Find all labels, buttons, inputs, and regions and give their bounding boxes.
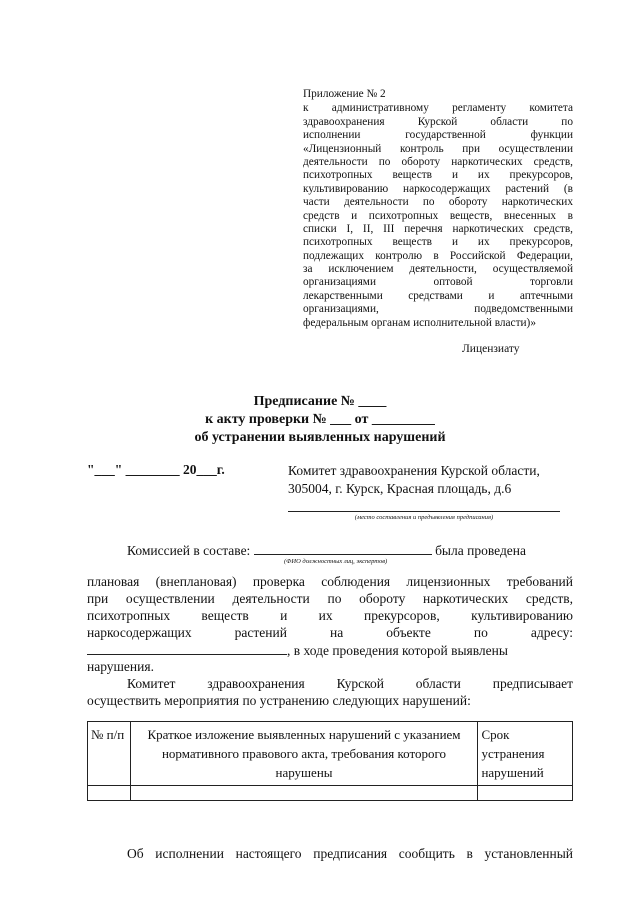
table-cell <box>130 786 478 801</box>
place-line-2: 305004, г. Курск, Красная площадь, д.6 <box>288 481 512 496</box>
appendix-title: Приложение № 2 <box>303 88 386 100</box>
header-number: № п/п <box>88 722 131 786</box>
appendix-line: к административному регламенту комитета <box>303 102 573 115</box>
appendix-line: средств и психотропных веществ, внесенных в <box>303 209 573 222</box>
paragraph-line: Об исполнении настоящего предписания сообщить в установленный <box>127 846 573 861</box>
document-heading <box>150 393 490 447</box>
header-deadline: Срок устранения нарушений <box>478 722 573 786</box>
addressee: Лицензиату <box>462 343 520 355</box>
appendix-line: списки I, II, III перечня наркотических средств, <box>303 222 573 235</box>
appendix-line: части деятельности по обороту наркотических <box>303 196 573 209</box>
appendix-line: организациями оптовой торговли <box>303 276 573 289</box>
table-row <box>88 786 573 801</box>
paragraph-line: плановая (внеплановая) проверка соблюдения лицензионных требований <box>87 574 573 589</box>
commission-suffix: была проведена <box>435 543 527 558</box>
paragraph-line: осуществить мероприятия по устранению следующих нарушений: <box>87 693 471 708</box>
header-description: Краткое изложение выявленных нарушений с указанием нормативного правового акта, требования которого нарушены <box>130 722 478 786</box>
order-paragraph <box>87 675 573 709</box>
place-underline <box>288 511 560 512</box>
date-line: "___" ________ 20___г. <box>87 462 225 477</box>
appendix-line: исполнении государственной функции <box>303 129 573 142</box>
fio-caption: (ФИО должностных лиц, экспертов) <box>284 558 388 565</box>
table-header-row <box>88 722 573 786</box>
paragraph-line: наркосодержащих растений на объекте по адресу: <box>87 625 573 640</box>
heading-subject: об устранении выявленных нарушений <box>194 430 446 445</box>
address-suffix: , в ходе проведения которой выявлены <box>287 643 508 658</box>
appendix-line: здравоохранения Курской области по <box>303 115 573 128</box>
appendix-line: за исключением деятельности, осуществляемой <box>303 263 573 276</box>
commission-line <box>127 541 573 559</box>
paragraph-line: психотропных веществ и их прекурсоров, культивированию <box>87 608 573 623</box>
violations-table <box>87 721 573 801</box>
paragraph-line: при осуществлении деятельности по обороту наркотических средств, <box>87 591 573 606</box>
appendix-line: психотропных веществ и их прекурсоров, <box>303 236 573 249</box>
place-line-1: Комитет здравоохранения Курской области, <box>288 463 540 478</box>
appendix-block <box>303 88 573 330</box>
appendix-line: психотропных веществ и их прекурсоров, <box>303 169 573 182</box>
heading-act-reference: к акту проверки № ___ от _________ <box>205 412 435 427</box>
appendix-line: деятельности по обороту наркотических средств, <box>303 155 573 168</box>
address-fill-line <box>87 641 287 655</box>
appendix-line: культивированию наркосодержащих растений (в <box>303 182 573 195</box>
appendix-line: подлежащих контролю в Российской Федерации, <box>303 249 573 262</box>
appendix-line: лекарственными средствами и аптечными <box>303 289 573 302</box>
paragraph-line: нарушения. <box>87 659 154 674</box>
appendix-line: федеральным органам исполнительной власти)» <box>303 316 536 329</box>
table-cell <box>88 786 131 801</box>
paragraph-line: Комитет здравоохранения Курской области предписывает <box>127 676 573 691</box>
commission-prefix: Комиссией в составе: <box>127 543 251 558</box>
heading-title: Предписание № ____ <box>253 394 387 409</box>
appendix-line: «Лицензионный контроль при осуществлении <box>303 142 573 155</box>
place-caption: (место составления и предъявления предписания) <box>354 514 494 521</box>
inspection-paragraph <box>87 573 573 675</box>
place-block <box>288 462 540 498</box>
final-paragraph <box>87 845 573 862</box>
table-cell <box>478 786 573 801</box>
commission-fill-line <box>254 541 432 555</box>
address-line <box>87 641 573 658</box>
appendix-line: организациями, подведомственными <box>303 303 573 316</box>
